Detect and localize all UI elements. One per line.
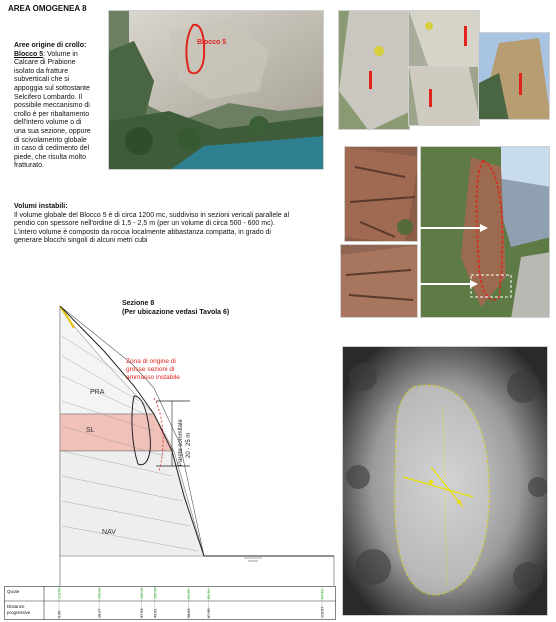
table-quota-value: 64.63 xyxy=(320,589,325,599)
volumi-line-0: Il volume globale del Blocco 5 è di circa 1200 mc, suddiviso in sezioni vericali parallele al xyxy=(14,211,290,219)
table-distance-value: 58.83 xyxy=(186,608,191,618)
collage-photo-1 xyxy=(338,10,410,130)
aree-line-11: in caso di cedimento del xyxy=(14,145,90,153)
table-distance-value: 0.00 xyxy=(57,610,62,618)
page-title: AREA OMOGENEA 8 xyxy=(8,4,87,13)
zone-note-line2: grosse sezioni di xyxy=(126,366,175,373)
section-title-line2: (Per ubicazione vedasi Tavola 6) xyxy=(122,308,230,316)
volumi-section xyxy=(14,203,338,246)
aree-line-10: di scivolamento globale xyxy=(14,136,87,144)
volumi-line-2: L'intero volume è composto da roccia localmente abbastanza compatta, in grado di xyxy=(14,228,271,236)
table-quota-value: 100.31 xyxy=(139,587,144,599)
cross-section-diagram xyxy=(4,306,336,588)
zone-note-line3: ammasso instabile xyxy=(126,374,180,381)
table-distance-value: 119.67 xyxy=(320,606,325,618)
aree-heading: Aree origine di crollo: xyxy=(14,42,87,49)
photo-block-label: Blocco 5 xyxy=(197,39,227,46)
table-row2-label-2: progressive xyxy=(7,610,31,615)
collage-photo-3 xyxy=(408,66,480,126)
rock-photo-2 xyxy=(340,244,418,318)
hillshade-image xyxy=(342,346,548,616)
table-quota-value: 100.96 xyxy=(153,587,158,599)
aree-line-5: Selcifero Lombardo. Il xyxy=(14,93,83,101)
volumi-line-1: pendio con spessore nell'ordine di 1,5 - 2,5 m (per un volume di circa 500 - 600 mc). xyxy=(14,220,275,228)
table-distance-value: 18.27 xyxy=(97,608,102,618)
aree-line-3: subverticali che si xyxy=(14,76,70,84)
table-quota-value: 103.91 xyxy=(97,587,102,599)
wall-label-2: 20 - 25 m xyxy=(186,432,192,458)
aree-line-13: fratturato. xyxy=(14,162,44,170)
table-quota-value: 119.00 xyxy=(57,587,62,599)
collage-photo-4 xyxy=(478,32,550,120)
aree-line-0: : Volume in xyxy=(43,50,78,58)
layer-label-nav: NAV xyxy=(102,529,116,536)
aree-line-1: Calcare di Prabione xyxy=(14,59,76,67)
table-quota-value: 94.28 xyxy=(186,589,191,599)
arrow-connectors xyxy=(418,200,498,300)
main-aerial-photo xyxy=(108,10,324,170)
aree-line-8: dell'intero volume o di xyxy=(14,119,82,127)
zone-note-line1: Zona di origine di xyxy=(126,358,176,365)
collage-photo-2 xyxy=(408,10,480,68)
aree-origine-section xyxy=(14,42,102,171)
layer-label-sl: SL xyxy=(86,427,95,434)
table-distance-value: 43.61 xyxy=(153,608,158,618)
wall-label-1: Parete sommitale xyxy=(178,419,184,466)
table-quota-value: 85.26 xyxy=(206,589,211,599)
block-label: Blocco 5 xyxy=(14,50,44,58)
aree-line-2: isolato da fratture xyxy=(14,67,69,75)
table-row2-label-1: Distanze xyxy=(7,604,25,609)
rock-photo-1 xyxy=(344,146,418,242)
aree-line-4: appoggia sul sottostante xyxy=(14,84,90,92)
table-distance-value: 37.53 xyxy=(139,608,144,618)
section-title-line1: Sezione 8 xyxy=(122,300,155,307)
aree-line-12: piede, che risulta molto xyxy=(14,153,86,161)
aree-line-6: possibile meccanismo di xyxy=(14,102,90,110)
aree-line-9: una sua sezione, oppure xyxy=(14,127,91,135)
volumi-line-3: generare blocchi singoli di alcuni metri cubi xyxy=(14,237,148,245)
aree-line-7: crollo è per ribaltamento xyxy=(14,110,90,118)
table-distance-value: 67.96 xyxy=(206,608,211,618)
table-row1-label: Quote xyxy=(7,589,20,594)
layer-label-pra: PRA xyxy=(90,389,105,396)
volumi-heading: Volumi instabili: xyxy=(14,203,68,210)
section-data-table xyxy=(4,586,336,620)
